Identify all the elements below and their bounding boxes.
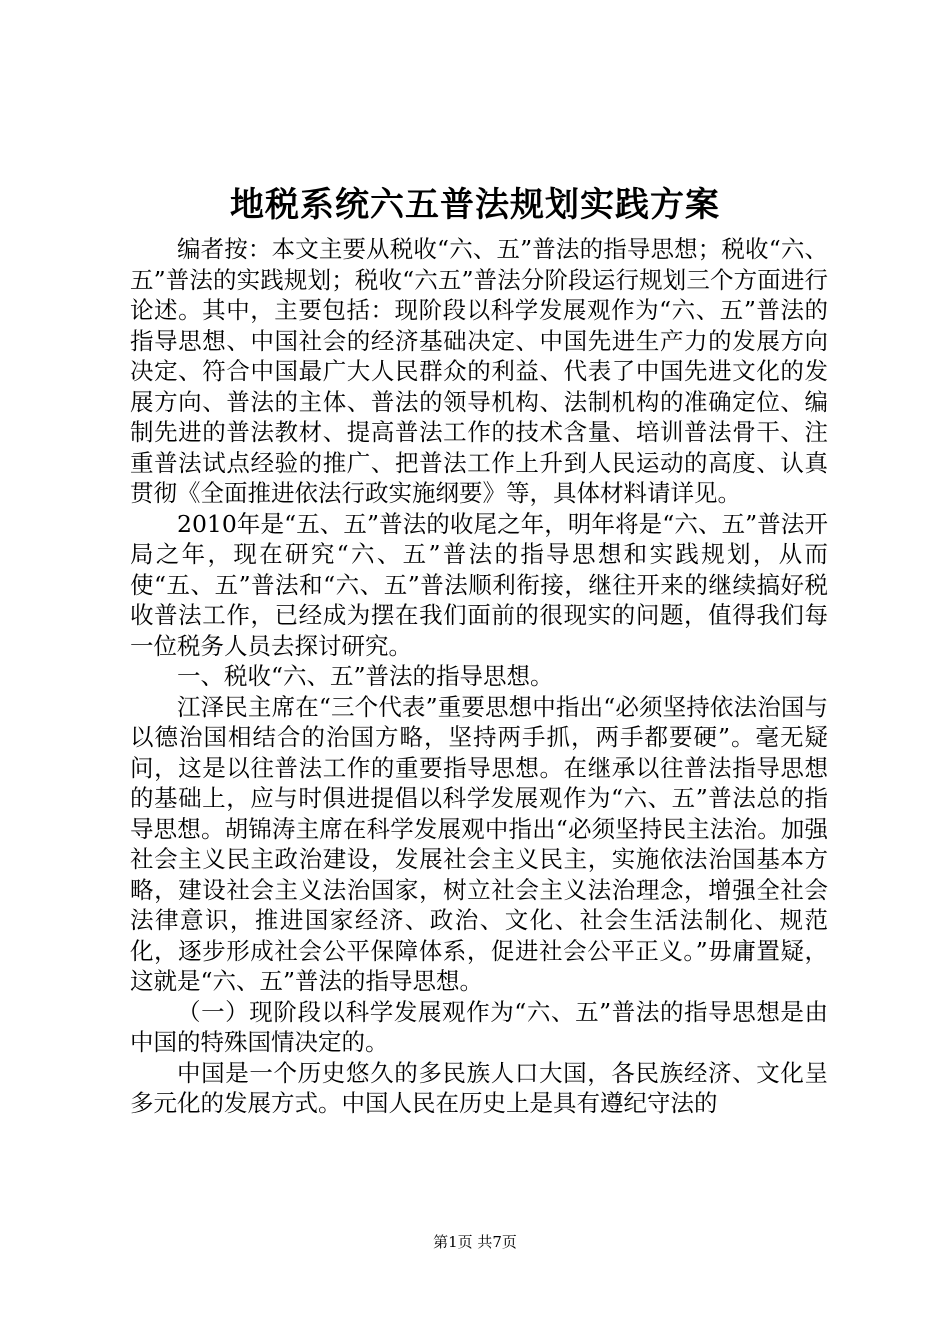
paragraph-national-conditions: 中国是一个历史悠久的多民族人口大国，各民族经济、文化呈多元化的发展方式。中国人民在历史上是具有遵纪守法的 [130, 1058, 828, 1117]
paragraph-editor-note: 编者按：本文主要从税收“六、五”普法的指导思想；税收“六、五”普法的实践规划；税收“六五”普法分阶段运行规划三个方面进行论述。其中，主要包括：现阶段以科学发展观作为“六、五”普法的指导思想、中国社会的经济基础决定、中国先进生产力的发展方向决定、符合中国最广大人民群众的利益、代表了中国先进文化的发展方向、普法的主体、普法的领导机构、法制机构的准确定位、编制先进的普法教材、提高普法工作的技术含量、培训普法骨干、注重普法试点经验的推广、把普法工作上升到人民运动的高度、认真贯彻《全面推进依法行政实施纲要》等，具体材料请详见。 [130, 235, 828, 507]
subsection-heading-national-conditions: （一）现阶段以科学发展观作为“六、五”普法的指导思想是由中国的特殊国情决定的。 [130, 997, 828, 1056]
section-heading-guiding-thought: 一、税收“六、五”普法的指导思想。 [177, 662, 554, 690]
paragraph-guiding-thought: 江泽民主席在“三个代表”重要思想中指出“必须坚持依法治国与以德治国相结合的治国方略，坚持两手抓，两手都要硬”。毫无疑问，这是以往普法工作的重要指导思想。在继承以往普法指导思想的基础上，应与时俱进提倡以科学发展观作为“六、五”普法总的指导思想。胡锦涛主席在科学发展观中指出“必须坚持民主法治。加强社会主义民主政治建设，发展社会主义民主，实施依法治国基本方略，建设社会主义法治国家，树立社会主义法治理念，增强全社会法律意识，推进国家经济、政治、文化、社会生活法制化、规范化，逐步形成社会公平保障体系，促进社会公平正义。”毋庸置疑，这就是“六、五”普法的指导思想。 [130, 692, 828, 995]
paragraph-background: 2010年是“五、五”普法的收尾之年，明年将是“六、五”普法开局之年，现在研究“六、五”普法的指导思想和实践规划，从而使“五、五”普法和“六、五”普法顺利衔接，继往开来的继续搞好税收普法工作，已经成为摆在我们面前的很现实的问题，值得我们每一位税务人员去探讨研究。 [130, 509, 828, 660]
document-body [130, 234, 828, 1119]
document-title: 地税系统六五普法规划实践方案 [230, 185, 720, 225]
page-footer: 第1页 共7页 [433, 1233, 517, 1251]
